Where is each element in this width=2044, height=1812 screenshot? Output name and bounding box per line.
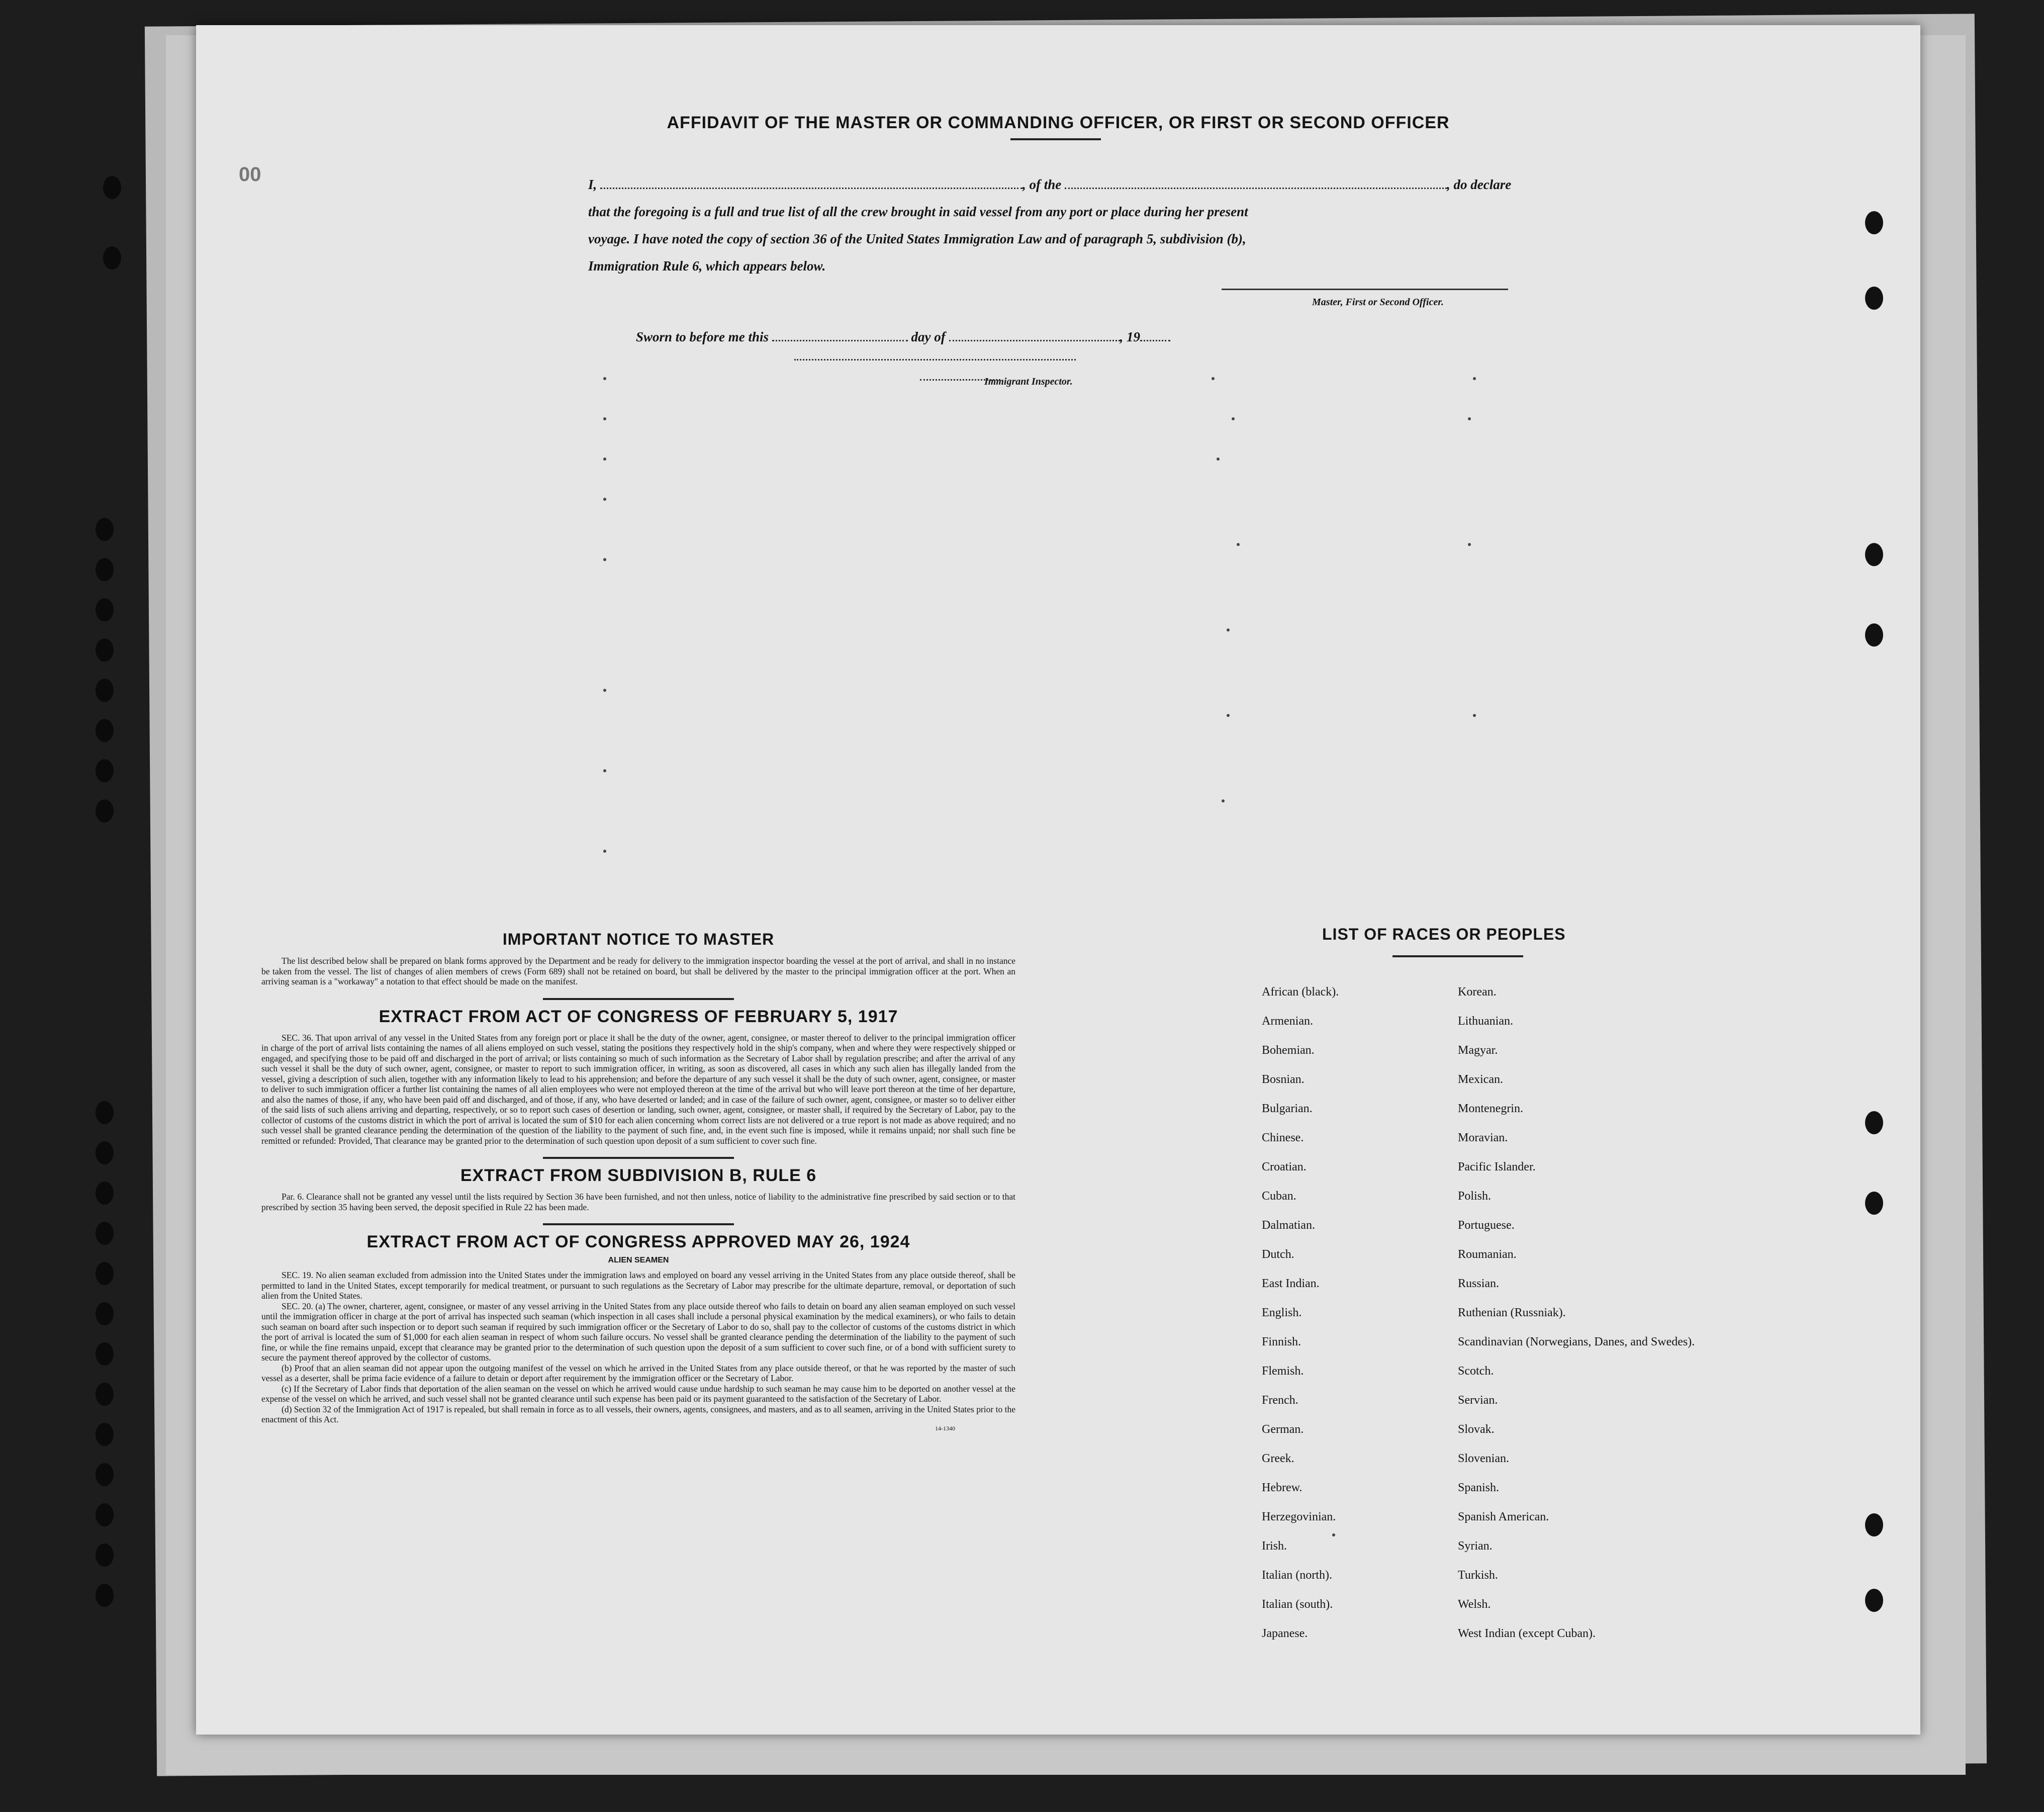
race-item: French. <box>1262 1394 1298 1407</box>
section-rule <box>543 998 734 1000</box>
speck <box>603 689 606 692</box>
speck <box>603 377 606 380</box>
speck <box>1468 417 1471 420</box>
speck <box>1473 377 1476 380</box>
binder-hole <box>96 1302 114 1325</box>
binder-hole <box>96 1584 114 1607</box>
sworn-day-of: day of <box>911 329 946 344</box>
extract-1924-sec19: SEC. 19. No alien seaman excluded from admission into the United States under the immigration laws and employed on board any vessel arriving in the United States from any place outside thereof, shall be permitted to land in the United States, except temporarily for medical treatment, or pursuant to such regulations as the Secretary of Labor may prescribe for the ultimate departure, removal, or deportation of such alien from the United States. <box>261 1270 1015 1301</box>
title-rule <box>1010 138 1101 140</box>
do-declare-label: , do declare <box>1447 177 1512 192</box>
race-item: Slovenian. <box>1458 1452 1509 1465</box>
race-item: Welsh. <box>1458 1598 1491 1611</box>
binder-hole <box>96 598 114 621</box>
binder-hole <box>96 1262 114 1285</box>
race-item: Mexican. <box>1458 1073 1503 1086</box>
race-item: Hebrew. <box>1262 1481 1303 1494</box>
extract-1924-sec20d: (d) Section 32 of the Immigration Act of 1917 is repealed, but shall remain in force as to all vessels, their owners, agents, consignees, and masters, and as to all seamen, arriving in the United States prior to the enactment of this Act. <box>261 1404 1015 1424</box>
binder-hole <box>1865 287 1883 310</box>
extract-rule6-text: Par. 6. Clearance shall not be granted any vessel until the lists required by Section 36 have been furnished, and not then unless, notice of liability to the administrative fine prescribed by said section or to that prescribed by section 35 having been served, the deposit specified in Rule 22 has been made. <box>261 1192 1015 1212</box>
speck <box>603 498 606 501</box>
binder-hole <box>96 558 114 581</box>
inspector-line[interactable] <box>794 357 1076 360</box>
race-item: Herzegovinian. <box>1262 1510 1336 1523</box>
form-number: 14-1340 <box>935 1424 955 1432</box>
extract-rule6-heading: EXTRACT FROM SUBDIVISION B, RULE 6 <box>460 1166 817 1185</box>
speck <box>1222 799 1225 802</box>
signature-line[interactable] <box>1222 287 1508 290</box>
race-item: Finnish. <box>1262 1335 1302 1348</box>
race-item: Spanish American. <box>1458 1510 1549 1523</box>
race-item: Scotch. <box>1458 1365 1494 1378</box>
speck <box>603 558 606 561</box>
binder-hole <box>96 1383 114 1406</box>
race-item: German. <box>1262 1423 1304 1436</box>
margin-mark: 00 <box>239 163 261 186</box>
extract-1924-subheading: ALIEN SEAMEN <box>608 1256 669 1264</box>
section-rule <box>543 1157 734 1159</box>
binder-hole <box>96 1342 114 1366</box>
affidavit-title: AFFIDAVIT OF THE MASTER OR COMMANDING OFFICER, OR FIRST OR SECOND OFFICER <box>667 113 1450 132</box>
manifest-page <box>196 25 1920 1735</box>
race-item: Slovak. <box>1458 1423 1495 1436</box>
extract-1917-text: SEC. 36. That upon arrival of any vessel in the United States from any foreign port or place it shall be the duty of the owner, agent, consignee, or master thereof to deliver to the principal immigration officer in charge of the port of arrival lists containing the names of all aliens employed on such vessel, stating the positions they respectively hold in the ship's company, when and where they were respectively shipped or engaged, and specifying those to be paid off and discharged in the port of arrival; or lists containing so much of such information as the Secretary of Labor shall by regulation prescribe; and after the arrival of any such vessel it shall be the duty of such owner, agent, consignee, or master to report to such immigration officer, in writing, as soon as discovered, all cases in which any such alien has illegally landed from the vessel, giving a description of such alien, together with any information likely to lead to his apprehension; and before the departure of any such vessel it shall be the duty of such owner, agent, consignee, or master to deliver to such immigration officer a further list containing the names of all alien employees who were not employed thereon at the time of the arrival but who will leave port thereon at the time of her departure, and also the names of those, if any, who have been paid off and discharged, and of those, if any, who have deserted or landed; and in case of the failure of such owner, agent, consignee, or master so to deliver either of the said lists of such aliens arriving and departing, respectively, or so to report such cases of desertion or landing, such owner, agent, consignee, or master shall, if required by the Secretary of Labor, pay to the collector of customs of the customs district in which the port of arrival is located the sum of $10 for each alien concerning whom correct lists are not delivered or a true report is not made as above required; and no such vessel shall be granted clearance pending the determination of the question of the liability to the payment of such fine, and, in the event such fine is imposed, while it remains unpaid; nor shall such fine be remitted or refunded: Provided, That clearance may be granted prior to the determination of such question upon deposit of a sum sufficient to cover such fine. <box>261 1032 1015 1146</box>
binder-hole <box>103 246 121 269</box>
speck <box>603 458 606 461</box>
binder-hole <box>96 639 114 662</box>
extract-1924-sec20c: (c) If the Secretary of Labor finds that deportation of the alien seaman on the vessel on which he arrived would cause undue hardship to such seaman he may cause him to be deported on another vessel at the expense of the vessel on which he arrived, and such vessel shall not be granted clearance until such expense has been paid or its payment guaranteed to the satisfaction of the Secretary of Labor. <box>261 1383 1015 1404</box>
extract-1924-sec20a: SEC. 20. (a) The owner, charterer, agent, consignee, or master of any vessel arriving in the United States from any place outside thereof who fails to detain on board any alien seaman employed on such vessel until the immigration officer in charge at the port of arrival has inspected such seaman (which inspection in all cases shall include a personal physical examination by the medical examiners), or who fails to detain such seaman on board after such inspection or to deport such seaman if required by such immigration officer or the Secretary of Labor to do so, shall pay to the collector of customs of the customs district in which the port of arrival is located the sum of $1,000 for each alien seaman in respect of whom such failure occurs. No vessel shall be granted clearance pending the determination of the liability to the payment of such fine, or while the fine remains unpaid, except that clearance may be granted prior to the determination of such question upon the deposit of a sum sufficient to cover such fine, or of a bond with sufficient surety to secure the payment thereof approved by the collector of customs. <box>261 1301 1015 1363</box>
races-heading: LIST OF RACES OR PEOPLES <box>1322 925 1566 943</box>
binder-hole <box>96 759 114 782</box>
sworn-year-blank[interactable] <box>1140 330 1170 341</box>
race-item: Portuguese. <box>1458 1219 1515 1232</box>
vessel-name-blank[interactable] <box>1065 177 1447 189</box>
binder-hole <box>96 1463 114 1486</box>
binder-hole <box>96 1101 114 1124</box>
race-item: Turkish. <box>1458 1569 1498 1582</box>
race-item: Syrian. <box>1458 1539 1493 1553</box>
sworn-year: , 19 <box>1120 329 1141 344</box>
speck <box>1227 628 1230 631</box>
race-item: Polish. <box>1458 1190 1492 1203</box>
declarant-prefix: I, <box>588 177 597 192</box>
race-item: Ruthenian (Russniak). <box>1458 1306 1566 1319</box>
speck <box>1468 543 1471 546</box>
binder-hole <box>96 799 114 823</box>
race-item: Pacific Islander. <box>1458 1160 1536 1173</box>
race-item: Moravian. <box>1458 1131 1508 1144</box>
binder-hole <box>96 719 114 742</box>
race-item: Flemish. <box>1262 1365 1304 1378</box>
race-item: Chinese. <box>1262 1131 1304 1144</box>
inspector-caption: Immigrant Inspector. <box>984 376 1073 387</box>
binder-hole <box>96 1423 114 1446</box>
signature-caption: Master, First or Second Officer. <box>1312 297 1444 308</box>
races-list <box>1262 985 1890 1656</box>
notice-text: The list described below shall be prepared on blank forms approved by the Department and be ready for delivery to the immigration inspector boarding the vessel at the port of arrival, and shall in no instance be taken from the vessel. The list of changes of alien members of crews (Form 689) shall not be retained on board, but shall be delivered by the master to the principal immigration officer at the port. When an arriving seaman is a "workaway" a notation to that effect should be made on the manifest. <box>261 956 1015 986</box>
notice-heading: IMPORTANT NOTICE TO MASTER <box>502 930 775 948</box>
binder-hole <box>1865 211 1883 234</box>
race-item: Italian (south). <box>1262 1598 1333 1611</box>
affidavit-line-4: Immigration Rule 6, which appears below. <box>588 258 826 274</box>
race-item: Lithuanian. <box>1458 1015 1513 1028</box>
sworn-line <box>636 329 1170 345</box>
speck <box>1217 458 1220 461</box>
speck <box>603 769 606 772</box>
speck <box>603 417 606 420</box>
binder-hole <box>96 679 114 702</box>
binder-hole <box>96 518 114 541</box>
race-item: Greek. <box>1262 1452 1294 1465</box>
race-item: Japanese. <box>1262 1627 1308 1640</box>
race-item: Croatian. <box>1262 1160 1307 1173</box>
race-item: Servian. <box>1458 1394 1498 1407</box>
race-item: Korean. <box>1458 985 1497 999</box>
race-item: West Indian (except Cuban). <box>1458 1627 1596 1640</box>
race-item: Bohemian. <box>1262 1044 1315 1057</box>
race-item: Spanish. <box>1458 1481 1500 1494</box>
notice-column <box>261 930 1015 1432</box>
sworn-day-blank[interactable] <box>772 330 908 341</box>
race-item: Dalmatian. <box>1262 1219 1315 1232</box>
race-item: Montenegrin. <box>1458 1102 1523 1115</box>
sworn-prefix: Sworn to before me this <box>636 329 769 344</box>
of-the-label: , of the <box>1023 177 1062 192</box>
race-item: Irish. <box>1262 1539 1287 1553</box>
extract-1924-sec20b: (b) Proof that an alien seaman did not appear upon the outgoing manifest of the vessel on which he arrived in the United States from any place outside thereof, or that he was reported by the master of such vessel as a deserter, shall be prima facie evidence of a failure to detain or deport after requirement by the immigration officer or the Secretary of Labor. <box>261 1363 1015 1383</box>
race-item: East Indian. <box>1262 1277 1320 1290</box>
speck <box>1232 417 1235 420</box>
affidavit-line-2: that the foregoing is a full and true list of all the crew brought in said vessel from any port or place during her present <box>588 204 1248 219</box>
sworn-month-blank[interactable] <box>949 330 1120 341</box>
race-item: Bulgarian. <box>1262 1102 1313 1115</box>
binder-hole <box>96 1222 114 1245</box>
affidavit-text <box>588 171 1754 280</box>
binder-hole <box>103 176 121 199</box>
race-item: Roumanian. <box>1458 1248 1517 1261</box>
race-item: Cuban. <box>1262 1190 1296 1203</box>
speck <box>1227 714 1230 717</box>
speck <box>603 850 606 853</box>
affidavit-line-3: voyage. I have noted the copy of section 36 of the United States Immigration Law and of paragraph 5, subdivision (b), <box>588 231 1246 246</box>
race-item: African (black). <box>1262 985 1339 999</box>
binder-hole <box>96 1503 114 1526</box>
race-item: Scandinavian (Norwegians, Danes, and Swedes). <box>1458 1335 1695 1348</box>
speck <box>1237 543 1240 546</box>
speck <box>1473 714 1476 717</box>
race-item: Magyar. <box>1458 1044 1498 1057</box>
extract-1917-heading: EXTRACT FROM ACT OF CONGRESS OF FEBRUARY 5, 1917 <box>379 1007 898 1026</box>
binder-hole <box>96 1544 114 1567</box>
race-item: Bosnian. <box>1262 1073 1305 1086</box>
race-item: Russian. <box>1458 1277 1500 1290</box>
race-item: Armenian. <box>1262 1015 1313 1028</box>
speck <box>1212 377 1215 380</box>
section-rule <box>543 1223 734 1225</box>
binder-hole <box>1865 623 1883 647</box>
binder-hole <box>96 1141 114 1164</box>
extract-1924-heading: EXTRACT FROM ACT OF CONGRESS APPROVED MAY 26, 1924 <box>366 1232 910 1251</box>
races-rule <box>1392 955 1523 957</box>
binder-hole <box>1865 543 1883 566</box>
binder-hole <box>96 1182 114 1205</box>
races-section <box>1227 925 1880 944</box>
declarant-name-blank[interactable] <box>600 177 1023 189</box>
race-item: English. <box>1262 1306 1302 1319</box>
race-item: Dutch. <box>1262 1248 1294 1261</box>
affidavit-line-1 <box>588 171 1754 198</box>
race-item: Italian (north). <box>1262 1569 1332 1582</box>
